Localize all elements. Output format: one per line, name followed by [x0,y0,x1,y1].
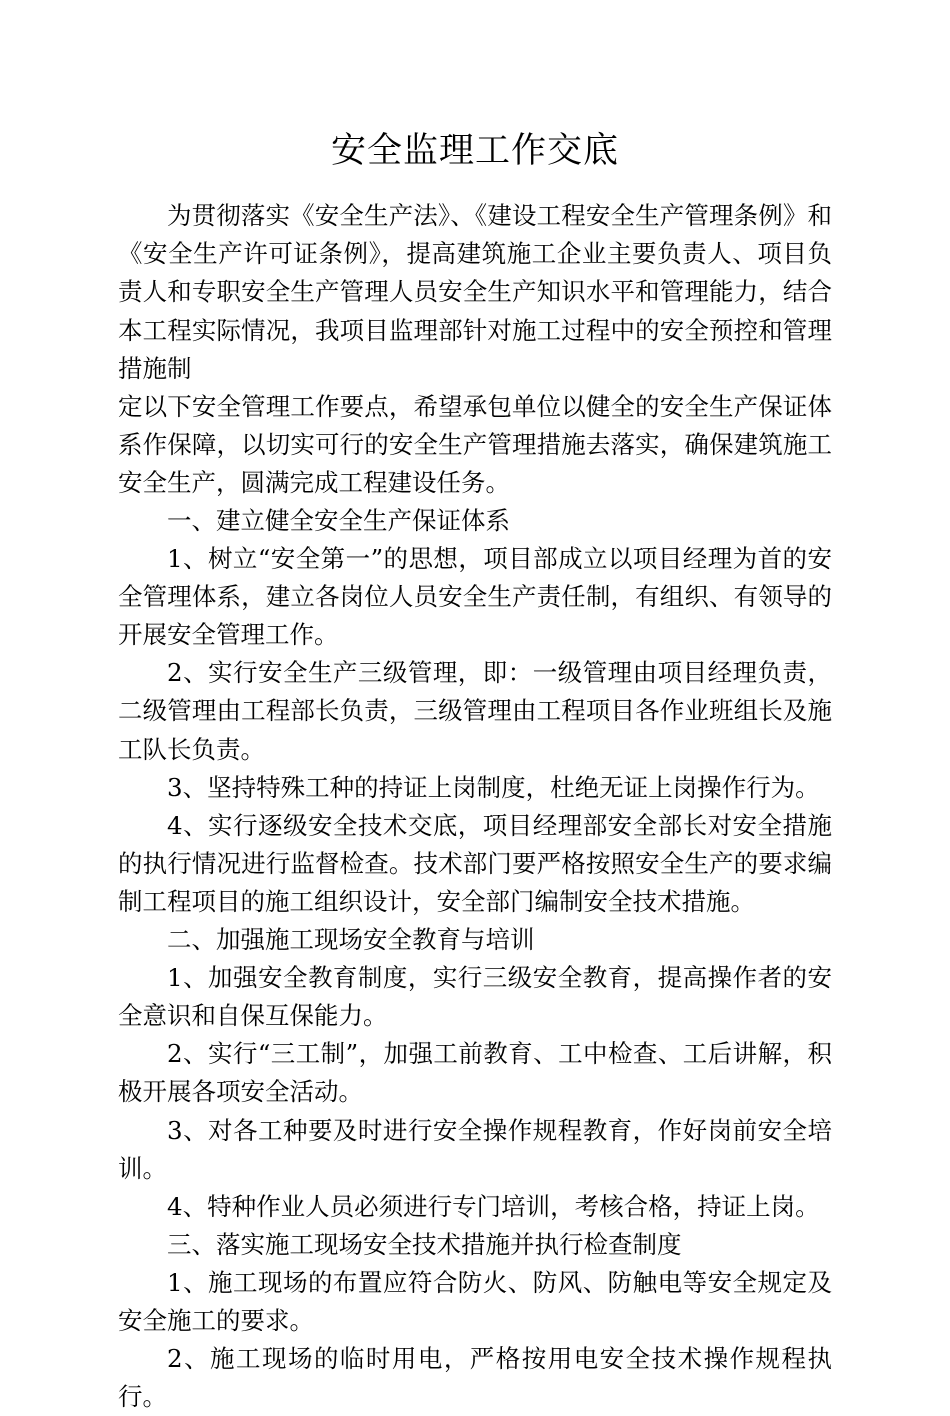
paragraph: 1、加强安全教育制度，实行三级安全教育，提高操作者的安全意识和自保互保能力。 [118,963,832,1031]
paragraph: 3、坚持特殊工种的持证上岗制度，杜绝无证上岗操作行为。 [167,772,820,802]
paragraph: 三、落实施工现场安全技术措施并执行检查制度 [167,1229,682,1259]
paragraph: 2、实行“三工制”，加强工前教育、工中检查、工后讲解，积极开展各项安全活动。 [118,1039,832,1107]
paragraph: 一、建立健全安全生产保证体系 [167,506,510,535]
paragraph: 1、施工现场的布置应符合防火、防风、防触电等安全规定及安全施工的要求。 [118,1267,832,1335]
paragraph: 1、树立“安全第一”的思想，项目部成立以项目经理为首的安全管理体系，建立各岗位人员安全生产责任制，有组织、有领导的开展安全管理工作。 [118,544,832,650]
paragraph: 二、加强施工现场安全教育与培训 [167,925,535,955]
document-body [118,197,832,1416]
paragraph: 2、施工现场的临时用电，严格按用电安全技术操作规程执行。 [118,1344,832,1412]
paragraph: 4、实行逐级安全技术交底，项目经理部安全部长对安全措施的执行情况进行监督检查。技术部门要严格按照安全生产的要求编制工程项目的施工组织设计，安全部门编制安全技术措施。 [118,810,832,916]
paragraph: 2、实行安全生产三级管理，即：一级管理由项目经理负责，二级管理由工程部长负责，三级管理由工程项目各作业班组长及施工队长负责。 [118,658,832,764]
page-title: 安全监理工作交底 [330,131,619,171]
paragraph: 4、特种作业人员必须进行专门培训，考核合格，持证上岗。 [167,1191,820,1221]
paragraph: 为贯彻落实《安全生产法》、《建设工程安全生产管理条例》和《安全生产许可证条例》，提高建筑施工企业主要负责人、项目负责人和专职安全生产管理人员安全生产知识水平和管理能力，结合本工程实际情况，我项目监理部针对施工过程中的安全预控和管理措施制 [118,201,832,383]
paragraph: 3、对各工种要及时进行安全操作规程教育，作好岗前安全培训。 [118,1115,832,1183]
paragraph: 定以下安全管理工作要点，希望承包单位以健全的安全生产保证体系作保障，以切实可行的安全生产管理措施去落实，确保建筑施工安全生产，圆满完成工程建设任务。 [118,391,832,497]
